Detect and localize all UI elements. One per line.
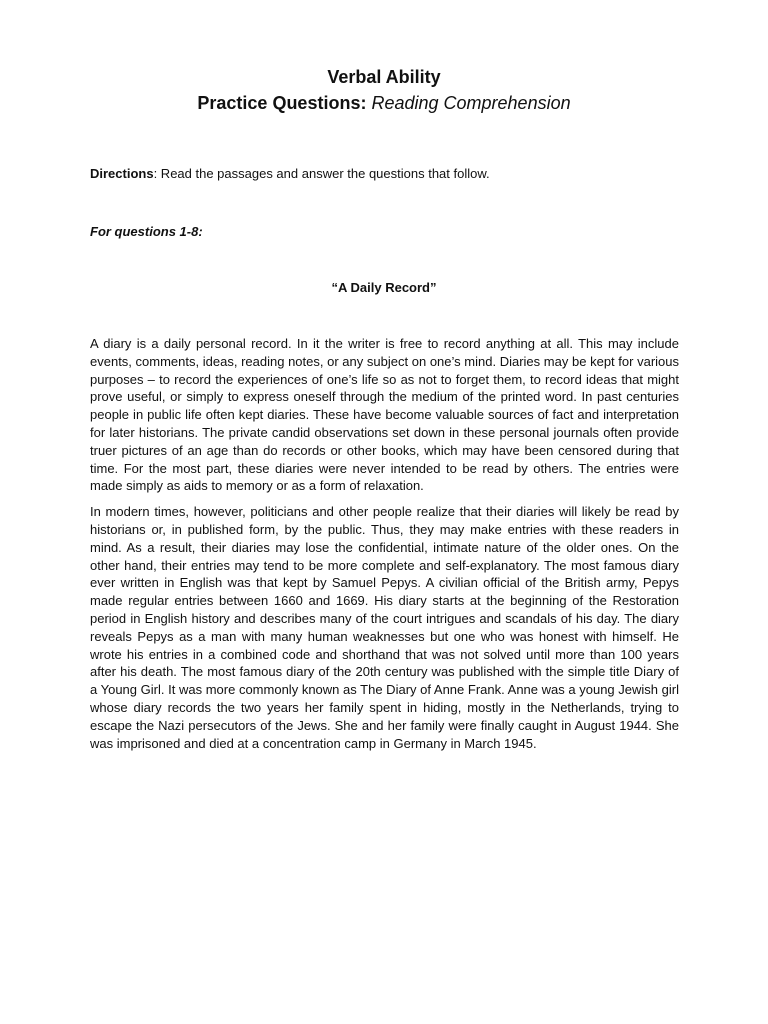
document-subtitle xyxy=(0,90,768,116)
subtitle-topic: Reading Comprehension xyxy=(371,93,571,113)
directions-label: Directions xyxy=(90,166,154,181)
questions-range: For questions 1-8: xyxy=(90,224,203,239)
title-block xyxy=(0,64,768,116)
document-title: Verbal Ability xyxy=(327,67,441,87)
passage-paragraph-1: A diary is a daily personal record. In it the writer is free to record anything at all. This may include events, comments, ideas, reading notes, or any subject on one’s mind. Diaries may be kept for various purposes – to record the experiences of one’s life so as not to forget them, to record ideas that might prove useful, or simply to express oneself through the medium of the printed word. In past centuries people in public life often kept diaries. These have become valuable sources of fact and interpretation for later historians. The private candid observations set down in these personal journals often provide truer pictures of an age than do records or other books, which may have been censored during that time. For the most part, these diaries were never intended to be read by others. The entries were made simply as aids to memory or as a form of relaxation. xyxy=(90,336,679,494)
passage-body xyxy=(90,335,679,760)
subtitle-prefix: Practice Questions: xyxy=(197,93,367,113)
passage-title: “A Daily Record” xyxy=(331,280,437,295)
directions-text: : Read the passages and answer the questions that follow. xyxy=(153,166,490,181)
passage-paragraph-2: In modern times, however, politicians and other people realize that their diaries will likely be read by historians or, in published form, by the public. Thus, they may make entries with these readers in mind. As a result, their diaries may lose the confidential, intimate nature of the older ones. On the other hand, their entries may tend to be more complete and self-explanatory. The most famous diary ever written in English was that kept by Samuel Pepys. A civilian official of the British army, Pepys made regular entries between 1660 and 1669. His diary starts at the beginning of the Restoration period in English history and describes many of the court intrigues and scandals of his day. The diary reveals Pepys as a man with many human weaknesses but one who was honest with himself. He wrote his entries in a combined code and shorthand that was not solved until more than 100 years after his death. The most famous diary of the 20th century was published with the simple title Diary of a Young Girl. It was more commonly known as The Diary of Anne Frank. Anne was a young Jewish girl whose diary records the two years her family spent in hiding, mostly in the Netherlands, trying to escape the Nazi persecutors of the Jews. She and her family were finally caught in August 1944. She was imprisoned and died at a concentration camp in Germany in March 1945. xyxy=(90,504,679,751)
directions xyxy=(90,166,690,182)
